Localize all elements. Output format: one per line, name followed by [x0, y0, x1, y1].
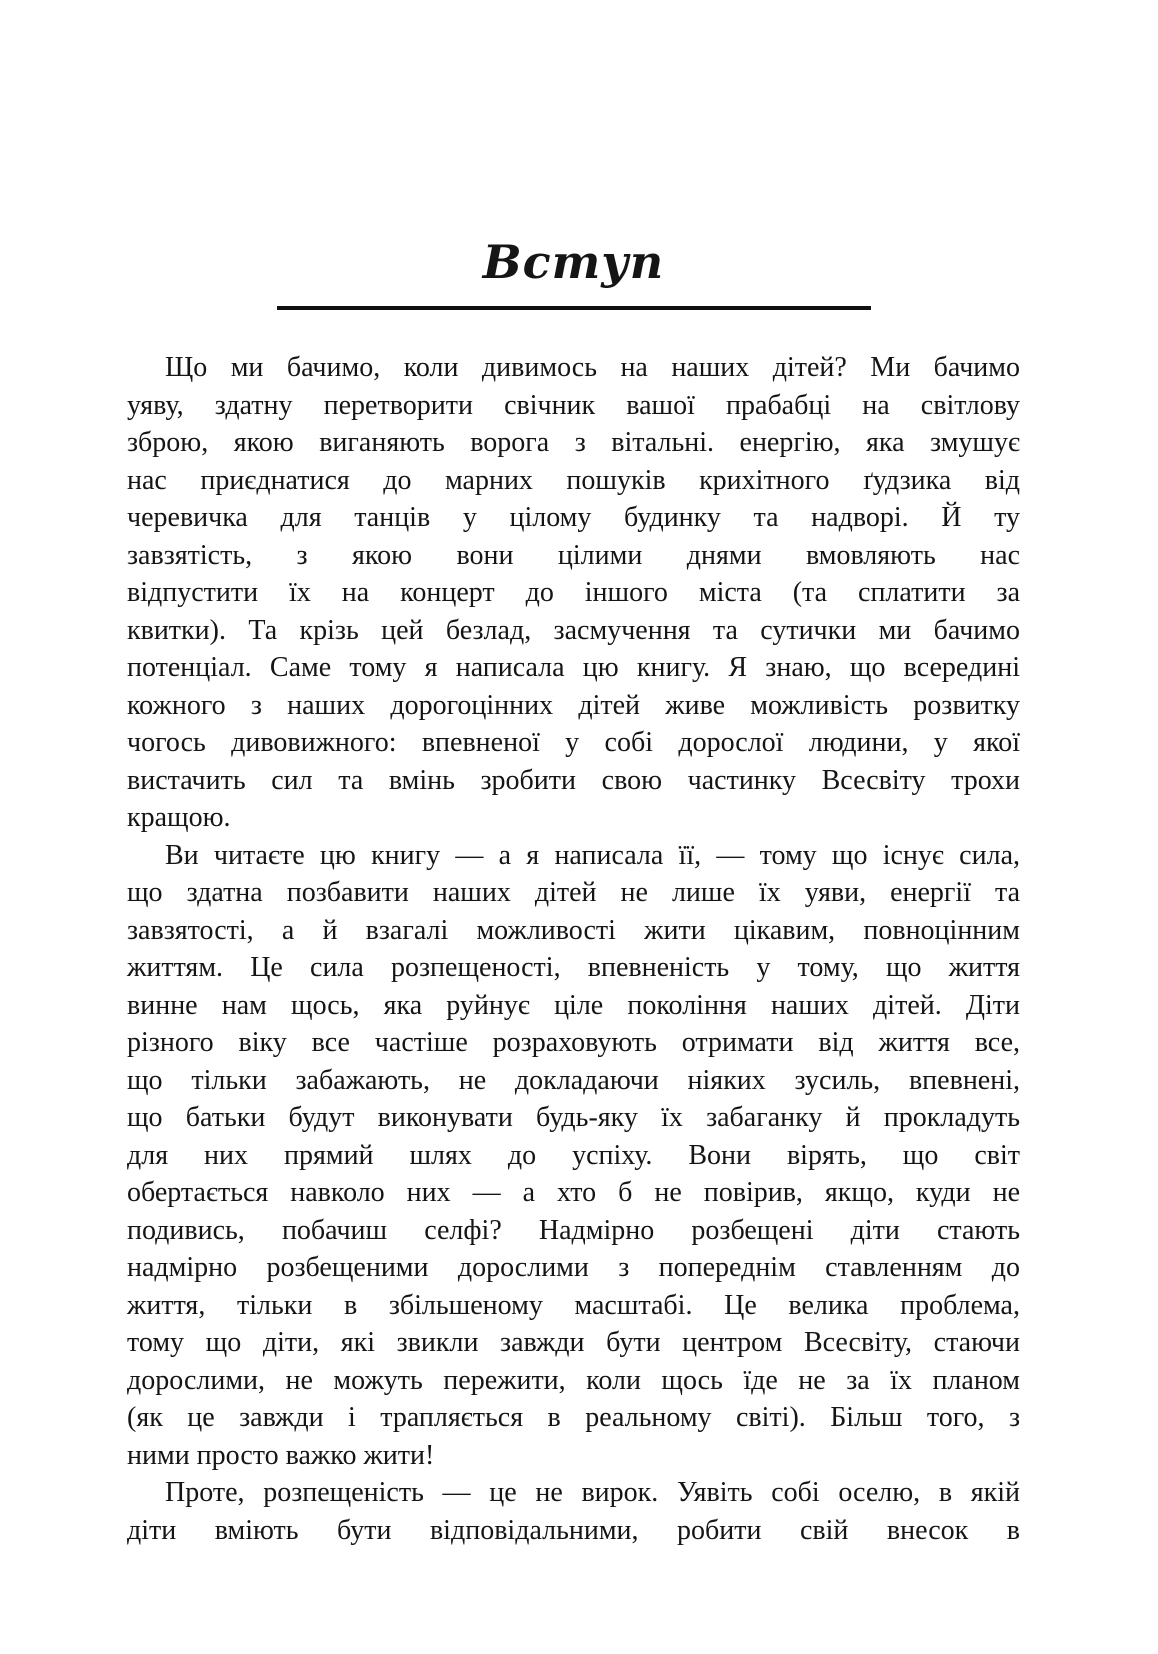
text-line: черевичка для танців у цілому будинку та надворі. Й ту	[127, 502, 1020, 533]
text-line: життям. Це сила розпещеності, впевненість у тому, що життя	[127, 952, 1020, 983]
title-divider-rule	[277, 306, 871, 310]
text-line: подивись, побачиш селфі? Надмірно розбещені діти стають	[127, 1214, 1020, 1246]
chapter-title: Вступ	[482, 235, 665, 289]
page-content	[127, 0, 1020, 1549]
text-line: кожного з наших дорогоцінних дітей живе можливість розвитку	[127, 689, 1020, 721]
text-line: квитки). Та крізь цей безлад, засмучення та сутички ми бачимо	[127, 614, 1020, 646]
text-line: вистачить сил та вмінь зробити свою частинку Всесвіту трохи	[127, 764, 1020, 796]
text-line: тому що діти, які звикли завжди бути центром Всесвіту, стаючи	[127, 1327, 1020, 1358]
body-text	[127, 349, 1020, 1549]
text-line: обертається навколо них — а хто б не повірив, якщо, куди не	[127, 1177, 1020, 1208]
text-line: завзятість, з якою вони цілими днями вмовляють нас	[127, 539, 1020, 571]
text-line: винне нам щось, яка руйнує ціле покоління наших дітей. Діти	[127, 989, 1020, 1021]
text-line: завзятості, а й взагалі можливості жити цікавим, повноцінним	[127, 914, 1020, 946]
paragraph	[127, 1474, 1020, 1549]
text-line: (як це завжди і трапляється в реальному світі). Більш того, з	[127, 1402, 1020, 1433]
paragraph	[127, 837, 1020, 1475]
text-line: Що ми бачимо, коли дивимось на наших дітей? Ми бачимо	[165, 352, 1020, 383]
text-line: зброю, якою виганяють ворога з вітальні. енергію, яка змушує	[127, 427, 1020, 458]
text-line: дорослими, не можуть пережити, коли щось їде не за їх планом	[127, 1364, 1020, 1396]
text-line: що тільки забажають, не докладаючи ніяких зусиль, впевнені,	[127, 1064, 1020, 1096]
text-line: для них прямий шлях до успіху. Вони вірять, що світ	[127, 1139, 1020, 1171]
text-line: кращою.	[127, 802, 231, 833]
text-line: Ви читаєте цю книгу — а я написала її, — тому що існує сила,	[165, 839, 1020, 871]
text-line: Проте, розпещеність — це не вирок. Уявіть собі оселю, в якій	[165, 1477, 1020, 1508]
text-line: уяву, здатну перетворити свічник вашої прабабці на світлову	[127, 389, 1020, 421]
text-line: чогось дивовижного: впевненої у собі дорослої людини, у якої	[127, 727, 1020, 758]
paragraph	[127, 349, 1020, 837]
text-line: що батьки будут виконувати будь-яку їх забаганку й прокладуть	[127, 1102, 1020, 1133]
text-line: потенціал. Саме тому я написала цю книгу. Я знаю, що всередині	[127, 652, 1020, 683]
text-line: надмірно розбещеними дорослими з попереднім ставленням до	[127, 1252, 1020, 1283]
text-line: що здатна позбавити наших дітей не лише їх уяви, енергії та	[127, 877, 1020, 908]
text-line: ними просто важко жити!	[127, 1439, 435, 1471]
text-line: відпустити їх на концерт до іншого міста (та сплатити за	[127, 577, 1020, 608]
text-line: життя, тільки в збільшеному масштабі. Це велика проблема,	[127, 1289, 1020, 1321]
text-line: нас приєднатися до марних пошуків крихітного ґудзика від	[127, 464, 1020, 496]
text-line: діти вміють бути відповідальними, робити свій внесок в	[127, 1514, 1020, 1546]
text-line: різного віку все частіше розраховують отримати від життя все,	[127, 1027, 1020, 1058]
